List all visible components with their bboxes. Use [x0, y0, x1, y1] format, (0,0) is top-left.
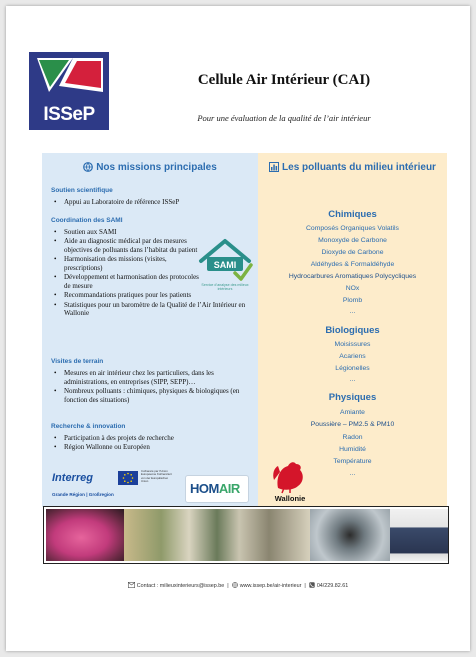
sami-logo — [195, 235, 255, 299]
pollutant-item: Monoxyde de Carbone — [318, 237, 387, 244]
list-item: • Développement et harmonisation des protocoles de mesure — [54, 273, 206, 290]
category-physiques: Physiques — [328, 392, 377, 403]
logo-text: ISSeP — [43, 104, 95, 125]
pollutant-item: … — [349, 470, 356, 477]
footer-phone[interactable]: 04/229.82.61 — [316, 583, 349, 589]
list-item: • Participation à des projets de recherche — [54, 434, 250, 443]
pollutant-item: … — [349, 308, 356, 315]
pollutant-item: Composés Organiques Volatils — [306, 225, 399, 232]
pollutant-item: Poussière – PM2.5 & PM10 — [310, 421, 395, 428]
pollutant-item: Plomb — [342, 297, 363, 304]
list-recherche — [54, 434, 250, 453]
list-soutien — [54, 198, 250, 207]
footer-website[interactable]: www.issep.be/air-interieur — [239, 583, 302, 589]
sami-caption: Service d’analyse des milieux intérieurs — [201, 283, 249, 292]
interreg-subtitle: Grande Région | Großregion — [52, 492, 114, 497]
list-item: • Aide au diagnostic médical par des mesures objectives de polluants dans l’habitat du patient — [54, 237, 206, 254]
page-subtitle: Pour une évaluation de la qualité de l’air intérieur — [197, 113, 371, 123]
globe-icon — [83, 162, 93, 175]
pollutant-item: Hydrocarbures Aromatiques Polycycliques — [288, 273, 417, 280]
eu-flag-icon — [118, 471, 138, 485]
page-title: Cellule Air Intérieur (CAI) — [197, 72, 371, 88]
pollutant-item: Moisissures — [334, 341, 371, 348]
pollutant-item: Acariens — [339, 353, 366, 360]
microscope-photo — [310, 509, 390, 561]
list-item: • Statistiques pour un baromètre de la Qualité de l’Air Intérieur en Wallonie — [54, 301, 250, 318]
category-chimiques: Chimiques — [328, 209, 377, 220]
issep-logo — [29, 52, 109, 130]
section-title-recherche: Recherche & innovation — [51, 423, 126, 430]
list-visites — [54, 369, 250, 405]
pollutant-item: Aldéhydes & Formaldéhyde — [310, 261, 395, 268]
list-item: • Recommandations pratiques pour les patients — [54, 291, 250, 300]
phone-icon — [309, 582, 315, 590]
pollutant-item: Dioxyde de Carbone — [321, 249, 384, 256]
sami-label: SAMI — [213, 260, 237, 270]
pollutant-item: Humidité — [339, 446, 366, 453]
mail-icon — [128, 582, 135, 590]
pollutant-item: Radon — [342, 434, 363, 441]
wallonie-logo — [270, 458, 310, 504]
pollutant-item: NOx — [345, 285, 360, 292]
list-item: • Région Wallonne ou Européen — [54, 443, 250, 452]
section-title-visites: Visites de terrain — [51, 358, 104, 365]
category-biologiques: Biologiques — [325, 325, 380, 336]
photo-strip — [43, 506, 449, 564]
mold-cultures-photo — [124, 509, 310, 561]
homair-logo: HOMAIR — [185, 475, 249, 503]
missions-heading: Nos missions principales — [42, 162, 258, 175]
petri-dish-photo — [46, 509, 124, 561]
interreg-logo: Interreg — [52, 472, 93, 484]
document-page — [6, 6, 470, 651]
missions-panel — [42, 153, 258, 507]
footer-contact: Contact : milieuxinterieurs@issep.be | www.issep.be/air-interieur | 04/229.82.61 — [6, 582, 470, 590]
list-item: • Soutien aux SAMI — [54, 228, 206, 237]
bar-chart-icon — [269, 162, 279, 175]
wallonie-text: Wallonie — [274, 494, 306, 503]
partner-logos — [42, 467, 258, 507]
section-title-soutien: Soutien scientifique — [51, 187, 113, 194]
polluants-heading: Les polluants du milieu intérieur — [258, 162, 447, 175]
list-item: • Appui au Laboratoire de référence ISSeP — [54, 198, 250, 207]
polluants-panel — [258, 153, 447, 507]
section-title-coordination: Coordination des SAMI — [51, 217, 123, 224]
eu-cofinance-text: Cofinancé par l’Union Européenne Kofinanziert von der Europäischen Union — [141, 469, 172, 483]
footer-email[interactable]: Contact : milieuxinterieurs@issep.be — [136, 583, 225, 589]
pollutant-item: … — [349, 376, 356, 383]
list-item: • Harmonisation des missions (visites, prescriptions) — [54, 255, 206, 272]
list-item: • Mesures en air intérieur chez les particuliers, dans les administrations, en entreprises (SIPP, SEPP)… — [54, 369, 250, 386]
pollutant-item: Température — [333, 458, 372, 465]
list-item: • Nombreux polluants : chimiques, physiques & biologiques (en fonction des situations) — [54, 387, 250, 404]
pollutant-item: Légionelles — [335, 365, 370, 372]
air-sampler-photo — [390, 509, 448, 561]
web-icon — [232, 582, 238, 590]
pollutant-item: Amiante — [340, 409, 365, 416]
